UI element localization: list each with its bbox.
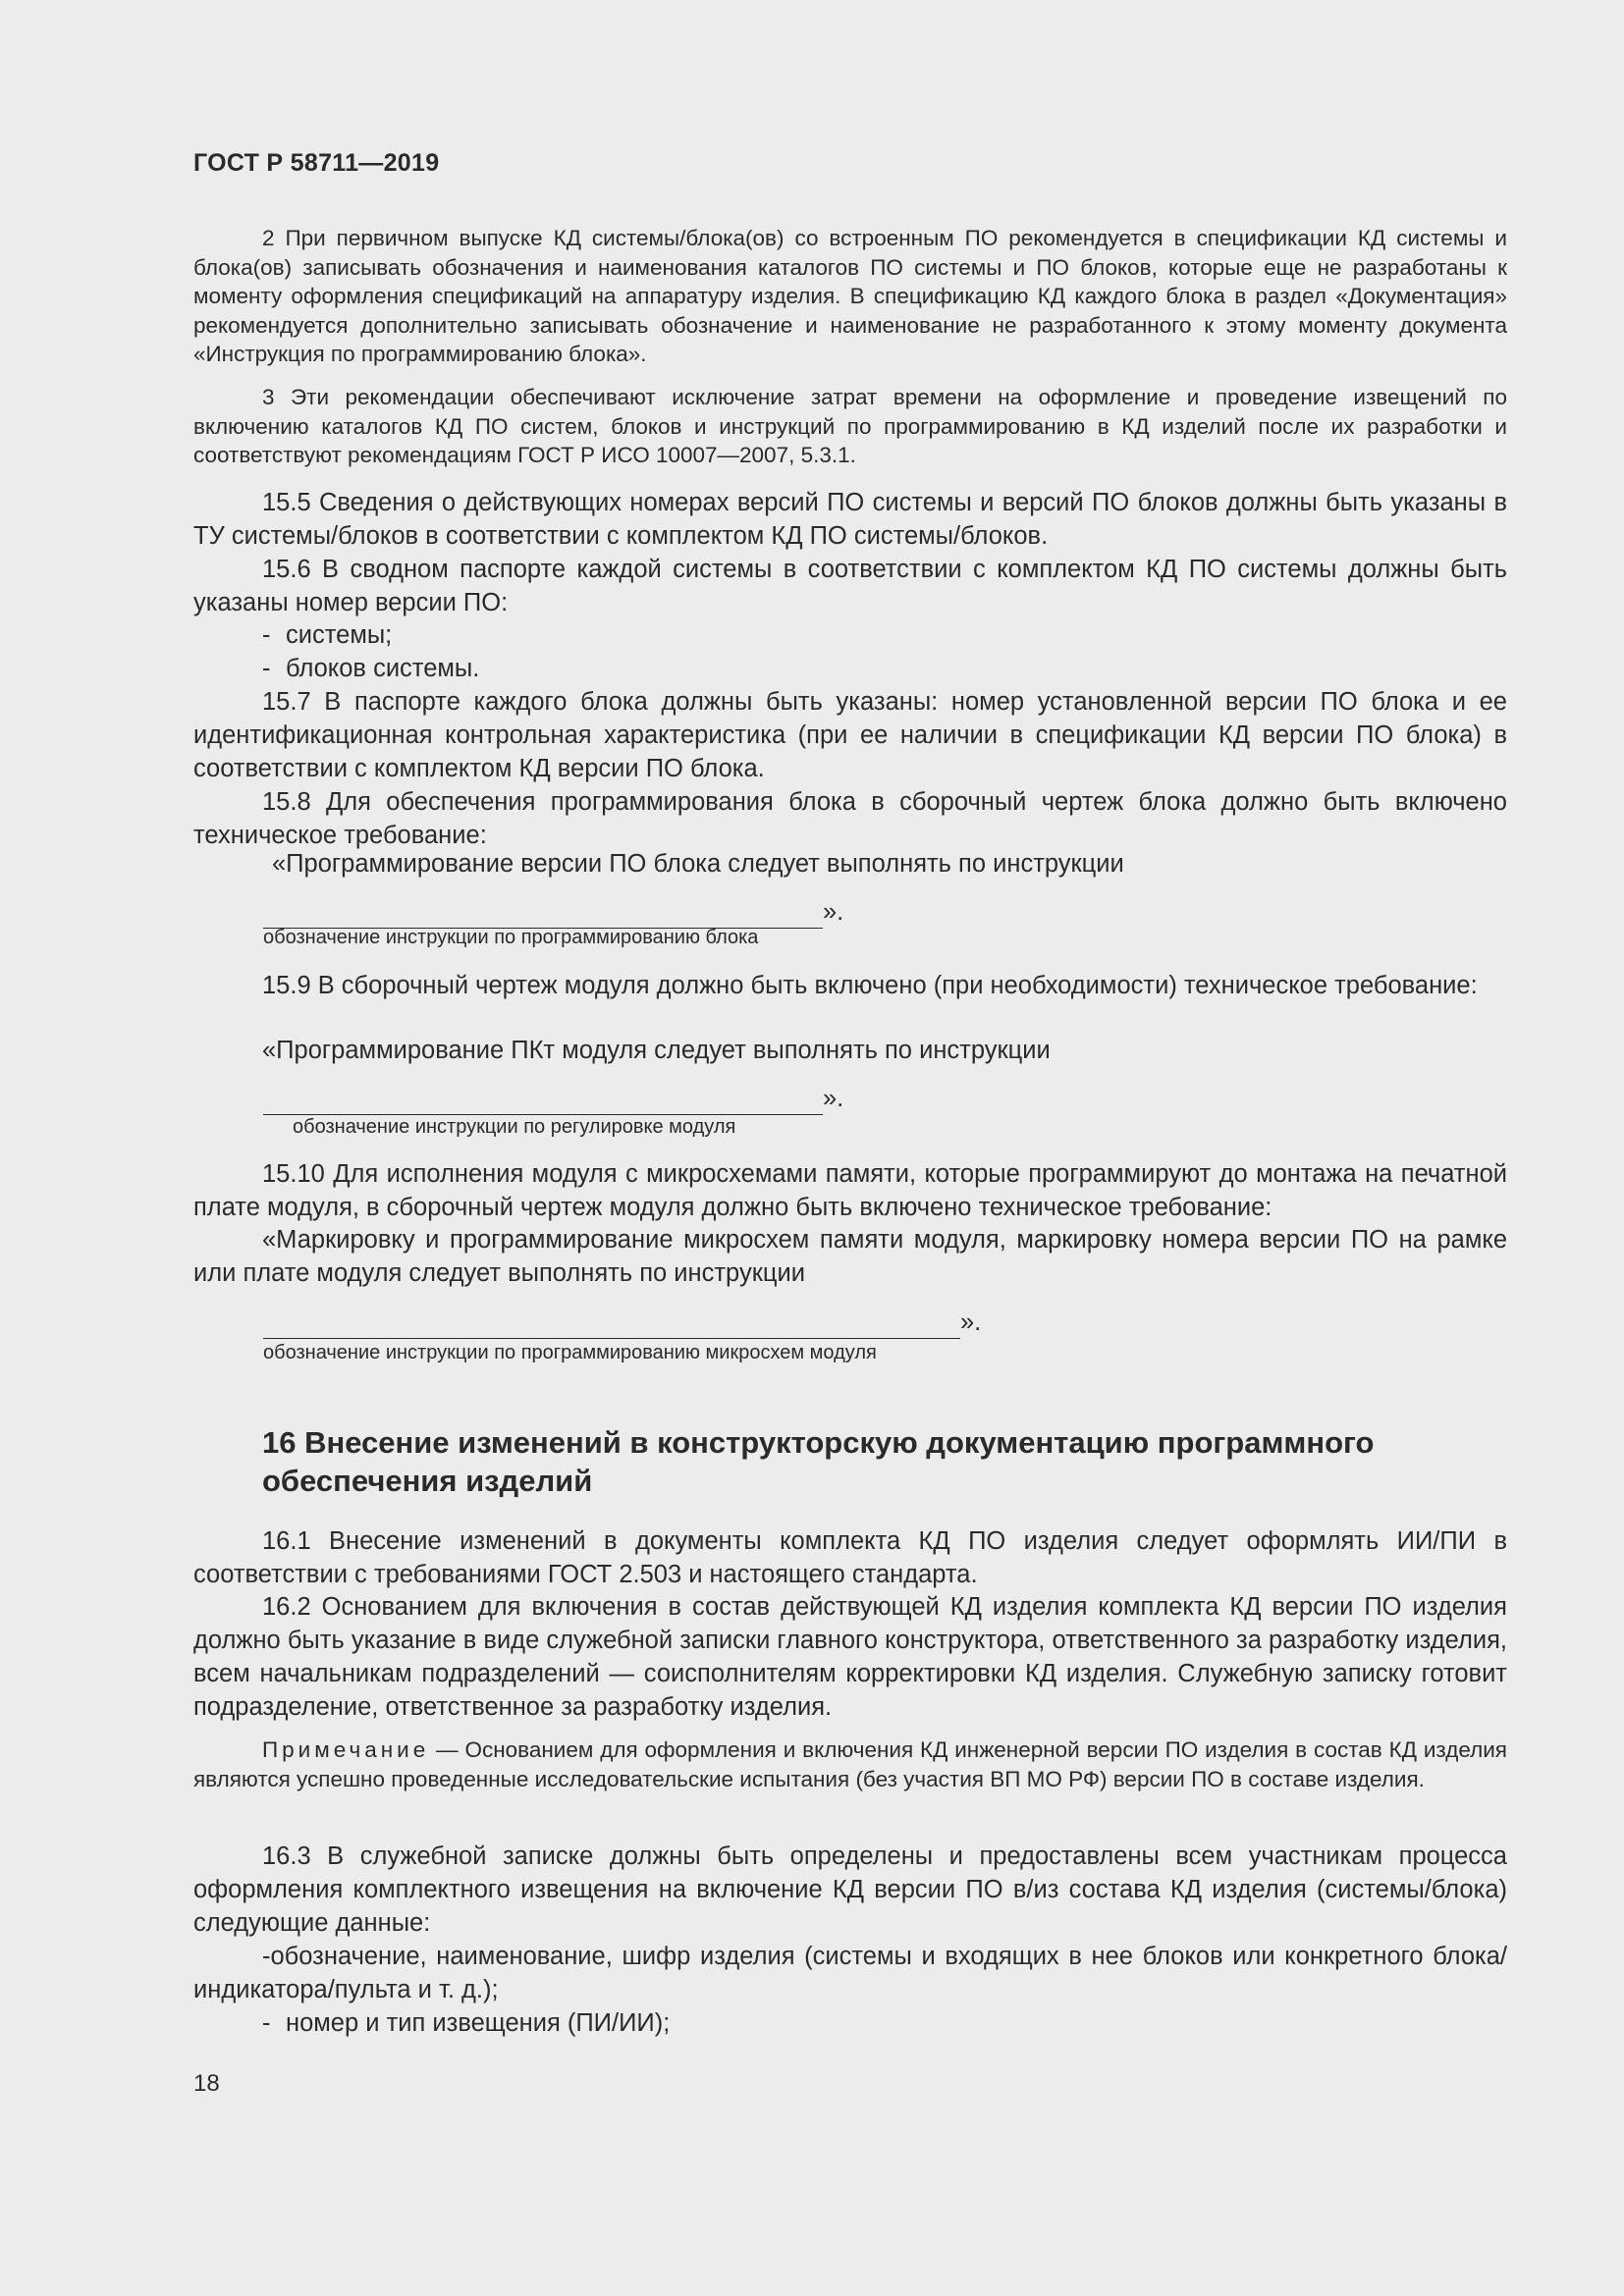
paragraph-16-1: 16.1 Внесение изменений в документы комплекта КД ПО изделия следует оформлять ИИ/ПИ в соответствии с требованиями ГОСТ 2.503 и настоящего стандарта. bbox=[193, 1527, 1507, 1588]
paragraph-16-3: 16.3 В служебной записке должны быть определены и предоставлены всем участникам процесса оформления комплектного извещения на включение КД версии ПО в/из состава КД изделия (системы/блока) следующие данные: bbox=[193, 1842, 1507, 1937]
list-item-text: блоков системы. bbox=[286, 655, 480, 682]
blank-end: ». bbox=[960, 1308, 982, 1336]
paragraph-15-10: 15.10 Для исполнения модуля с микросхемами памяти, которые программируют до монтажа на печатной плате модуля, в сборочный чертеж модуля должно быть включено техническое требование: bbox=[193, 1160, 1507, 1221]
paragraph-15-8: 15.8 Для обеспечения программирования блока в сборочный чертеж блока должно быть включено техническое требование: bbox=[193, 788, 1507, 849]
paragraph-15-9: 15.9 В сборочный чертеж модуля должно быть включено (при необходимости) техническое требование: bbox=[262, 972, 1478, 999]
caption-15-8: обозначение инструкции по программированию блока bbox=[263, 927, 759, 948]
blank-line bbox=[263, 1087, 823, 1115]
section-16-title: 16 Внесение изменений в конструкторскую документацию программного обеспечения изделий bbox=[262, 1425, 1375, 1498]
fill-in-blank-15-8 bbox=[263, 895, 843, 929]
list-item-text: обозначение, наименование, шифр изделия (системы и входящих в нее блоков или конкретного блока/индикатора/пульта и т. д.); bbox=[193, 1943, 1507, 2003]
paragraph-15-6: 15.6 В сводном паспорте каждой системы в соответствии с комплектом КД ПО системы должны быть указаны номер версии ПО: bbox=[193, 556, 1507, 616]
page-number: 18 bbox=[193, 2070, 220, 2097]
list-item-text: системы; bbox=[286, 621, 393, 649]
note-2: 2 При первичном выпуске КД системы/блока(ов) со встроенным ПО рекомендуется в спецификации КД системы и блока(ов) записывать обозначения и наименования каталогов ПО системы и ПО блоков, которые еще не разработаны к моменту оформления спецификаций на аппаратуру изделия. В спецификацию КД каждого блока в раздел «Документация» рекомендуется дополнительно записывать обозначение и наименование не разработанного к этому моменту документа «Инструкция по программированию блока». bbox=[193, 226, 1507, 366]
blank-line bbox=[263, 900, 823, 929]
list-dash: - bbox=[262, 655, 271, 682]
caption-15-10: обозначение инструкции по программированию микросхем модуля bbox=[263, 1342, 877, 1363]
list-item bbox=[262, 618, 1507, 652]
list-item bbox=[262, 652, 1507, 685]
paragraph-15-5: 15.5 Сведения о действующих номерах версий ПО системы и версий ПО блоков должны быть указаны в ТУ системы/блоков в соответствии с комплектом КД ПО системы/блоков. bbox=[193, 489, 1507, 550]
note-label: Примечание bbox=[262, 1737, 430, 1762]
note-3: 3 Эти рекомендации обеспечивают исключение затрат времени на оформление и проведение извещений по включению каталогов КД ПО систем, блоков и инструкций по программированию в КД изделий после их разработки и соответствуют рекомендациям ГОСТ Р ИСО 10007—2007, 5.3.1. bbox=[193, 385, 1507, 467]
caption-15-9: обозначение инструкции по регулировке модуля bbox=[293, 1116, 736, 1138]
quote-15-10: «Маркировку и программирование микросхем памяти модуля, маркировку номера версии ПО на рамке или плате модуля следует выполнять по инструкции bbox=[193, 1226, 1507, 1287]
paragraph-15-7: 15.7 В паспорте каждого блока должны быть указаны: номер установленной версии ПО блока и ее идентификационная контрольная характеристика (при ее наличии в спецификации КД версии ПО блока) в соответствии с комплектом КД версии ПО блока. bbox=[193, 688, 1507, 782]
quote-15-9: «Программирование ПКт модуля следует выполнять по инструкции bbox=[262, 1037, 1051, 1064]
list-dash: - bbox=[262, 621, 271, 649]
blank-line bbox=[263, 1310, 960, 1339]
quote-15-8: «Программирование версии ПО блока следует выполнять по инструкции bbox=[272, 850, 1124, 878]
paragraph-16-2: 16.2 Основанием для включения в состав действующей КД изделия комплекта КД версии ПО изделия должно быть указание в виде служебной записки главного конструктора, ответственного за разработку изделия, всем начальникам подразделений — соисполнителям корректировки КД изделия. Служебную записку готовит подразделение, ответственное за разработку изделия. bbox=[193, 1593, 1507, 1721]
fill-in-blank-15-10 bbox=[263, 1306, 981, 1339]
document-header: ГОСТ Р 58711—2019 bbox=[193, 149, 440, 177]
list-item-text: номер и тип извещения (ПИ/ИИ); bbox=[286, 2009, 671, 2037]
blank-end: ». bbox=[823, 1085, 844, 1112]
list-dash: - bbox=[262, 2009, 271, 2037]
note-text: — Основанием для оформления и включения КД инженерной версии ПО изделия в состав КД изделия являются успешно проведенные исследовательские испытания (без участия ВП МО РФ) версии ПО в составе изделия. bbox=[193, 1737, 1507, 1791]
blank-end: ». bbox=[823, 898, 844, 926]
list-item bbox=[193, 1940, 1507, 2006]
fill-in-blank-15-9 bbox=[263, 1082, 843, 1115]
list-item bbox=[262, 2006, 1507, 2040]
list-dash: - bbox=[262, 1943, 271, 1970]
note-remark bbox=[193, 1735, 1507, 1793]
